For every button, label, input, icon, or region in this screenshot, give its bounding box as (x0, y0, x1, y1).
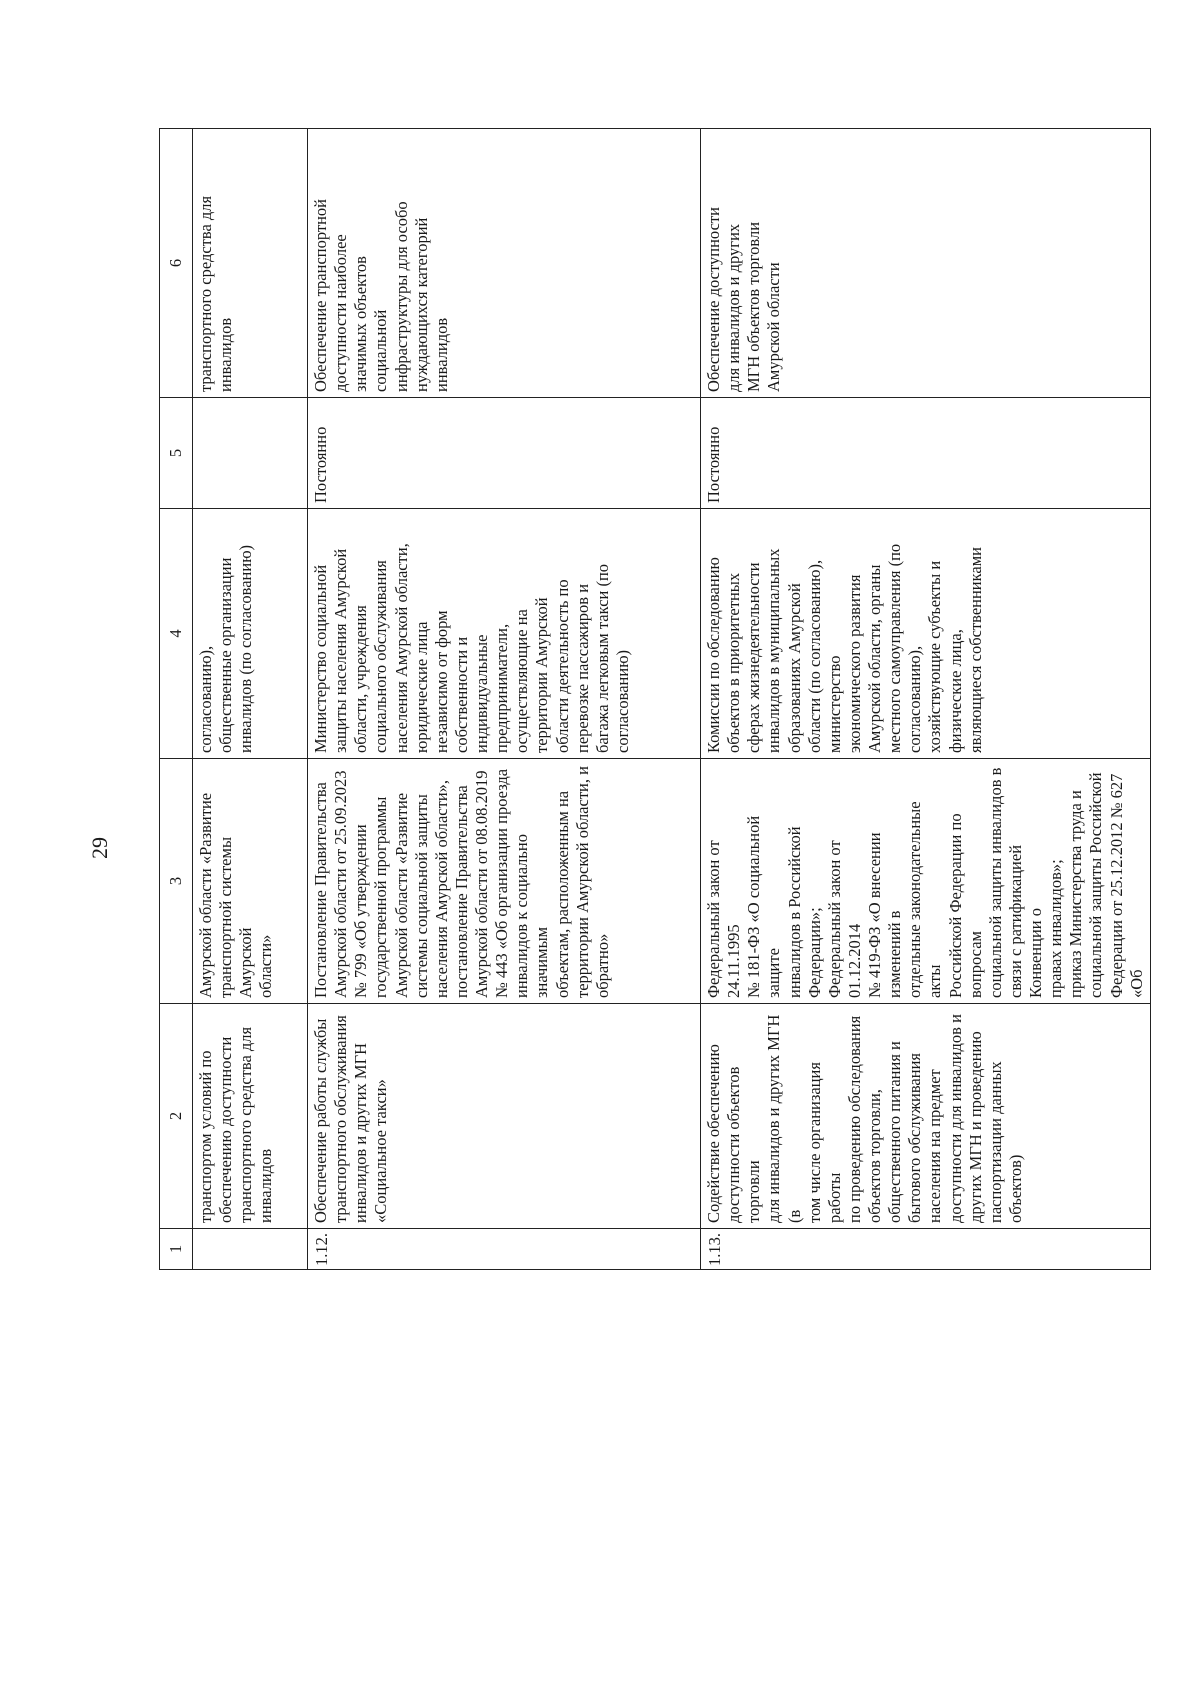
measure-cell: Обеспечение работы службы транспортного обслуживания инвалидов и других МГН «Социальное такси» (308, 1004, 701, 1229)
legal-basis-cell: Постановление Правительства Амурской области от 25.09.2023 № 799 «Об утверждении государственной программы Амурской области «Развитие системы социальной защиты населения Амурской области», постановление Правительства Амурской области от 08.08.2019 № 443 «Об организации проезда инвалидов к социально значимым объектам, расположенным на территории Амурской области, и обратно» (308, 759, 701, 1004)
column-header: 4 (160, 509, 193, 759)
row-number: 1.13. (701, 1229, 1151, 1270)
measure-cell: транспортом условий по обеспечению доступности транспортного средства для инвалидов (193, 1004, 308, 1229)
table-row (308, 129, 701, 1270)
header-row (160, 129, 193, 1270)
column-header: 3 (160, 759, 193, 1004)
rotated-page (159, 129, 1146, 1270)
executors-cell: Комиссии по обследованию объектов в приоритетных сферах жизнедеятельности инвалидов в муниципальных образованиях Амурской области (по согласованию), министерство экономического развития Амурской области, органы местного самоуправления (по согласованию), хозяйствующие субъекты и физические лица, являющиеся собственниками (701, 509, 1151, 759)
column-header: 1 (160, 1229, 193, 1270)
legal-basis-cell: Федеральный закон от 24.11.1995 № 181-ФЗ «О социальной защите инвалидов в Российской Федерации»; Федеральный закон от 01.12.2014 № 419-ФЗ «О внесении изменений в отдельные законодательные акты Российской Федерации по вопросам социальной защиты инвалидов в связи с ратификацией Конвенции о правах инвалидов»; приказ Министерства труда и социальной защиты Российской Федерации от 25.12.2012 № 627 «Об (701, 759, 1151, 1004)
result-cell: транспортного средства для инвалидов (193, 129, 308, 398)
table-row (193, 129, 308, 1270)
legal-basis-cell: Амурской области «Развитие транспортной системы Амурской области» (193, 759, 308, 1004)
table-row (701, 129, 1151, 1270)
result-cell: Обеспечение доступности для инвалидов и других МГН объектов торговли Амурской области (701, 129, 1151, 398)
term-cell (193, 398, 308, 509)
executors-cell: Министерство социальной защиты населения Амурской области, учреждения социального обслуживания населения Амурской области, юридические лица независимо от форм собственности и индивидуальные предприниматели, осуществляющие на территории Амурской области деятельность по перевозке пассажиров и багажа легковым такси (по согласованию) (308, 509, 701, 759)
executors-cell: согласованию), общественные организации инвалидов (по согласованию) (193, 509, 308, 759)
column-header: 6 (160, 129, 193, 398)
column-header: 2 (160, 1004, 193, 1229)
measure-cell: Содействие обеспечению доступности объектов торговли для инвалидов и других МГН (в том числе организация работы по проведению обследования объектов торговли, общественного питания и бытового обслуживания населения на предмет доступности для инвалидов и других МГН и проведению паспортизации данных объектов) (701, 1004, 1151, 1229)
term-cell: Постоянно (308, 398, 701, 509)
term-cell: Постоянно (701, 398, 1151, 509)
page-number: 29 (87, 837, 112, 859)
column-header: 5 (160, 398, 193, 509)
measures-table (159, 128, 1151, 1270)
row-number (193, 1229, 308, 1270)
row-number: 1.12. (308, 1229, 701, 1270)
result-cell: Обеспечение транспортной доступности наиболее значимых объектов социальной инфраструктуры для особо нуждающихся категорий инвалидов (308, 129, 701, 398)
